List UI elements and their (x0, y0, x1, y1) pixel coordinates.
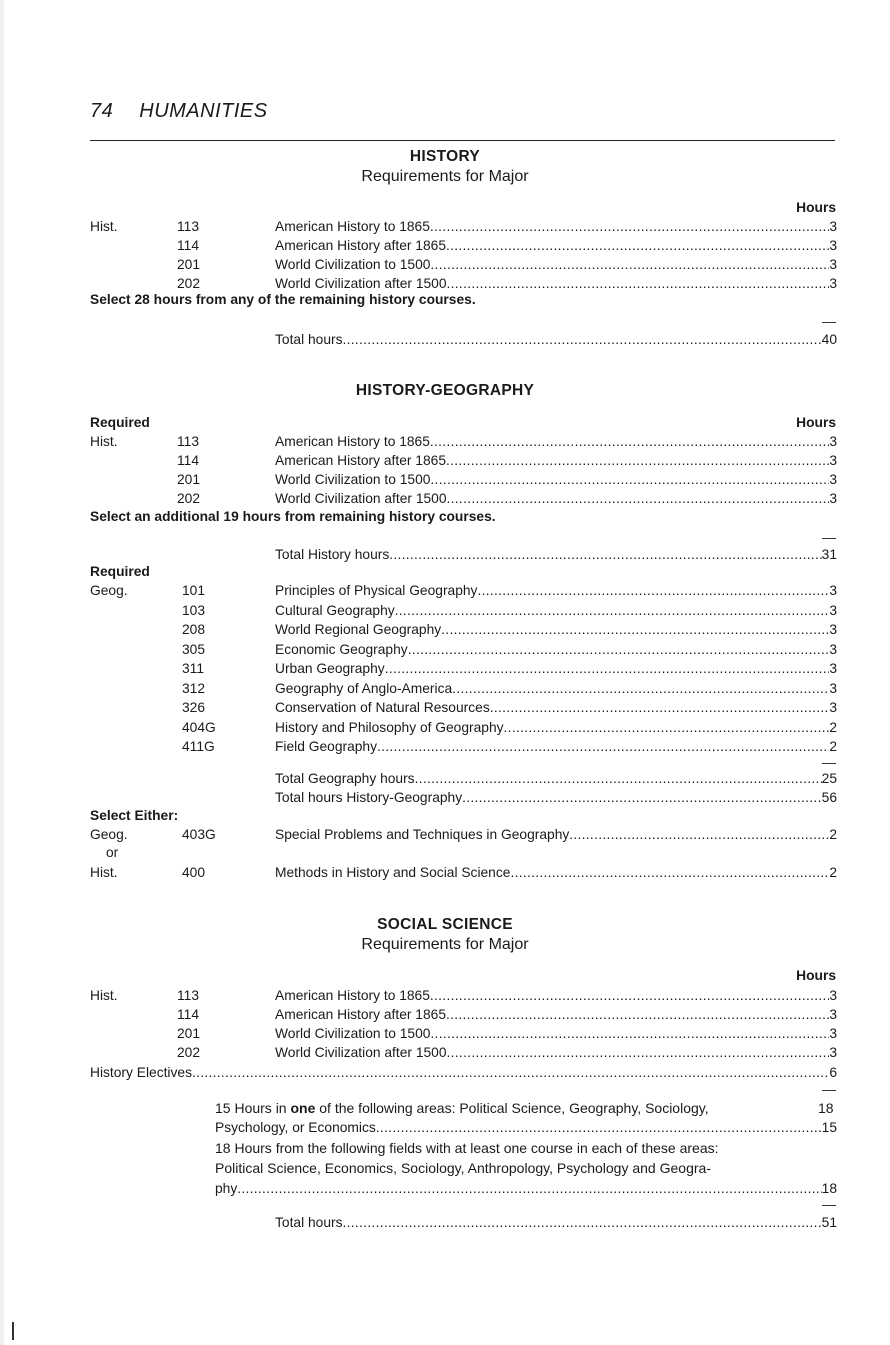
course-hours: 2 (829, 719, 837, 735)
hg-total-row (90, 789, 837, 807)
hg-either-row-1 (90, 826, 837, 844)
course-number: 202 (177, 1045, 201, 1060)
history-total-hours: 40 (821, 332, 837, 347)
course-title: Urban Geography (275, 661, 385, 676)
either-title: Special Problems and Techniques in Geography (275, 827, 570, 842)
course-number: 201 (177, 1026, 201, 1041)
either-dept: Geog. (90, 827, 128, 842)
hg-hours-label: Hours (796, 415, 836, 430)
course-hours: 3 (829, 257, 837, 272)
course-hours: 3 (829, 1026, 837, 1041)
hg-required-label: Required (90, 415, 150, 430)
ss-total-label: Total hours (275, 1215, 343, 1230)
course-hours: 3 (829, 434, 837, 449)
ss-total-rule (822, 1205, 836, 1206)
scan-edge-shade (0, 0, 4, 1345)
course-title: American History to 1865 (275, 219, 430, 234)
either-hours: 2 (829, 827, 837, 842)
ss-electives-label: History Electives (90, 1065, 192, 1080)
course-row (90, 237, 837, 255)
history-subtitle: Requirements for Major (361, 168, 529, 185)
course-row (90, 218, 837, 236)
course-row (90, 471, 837, 489)
course-number: 404G (182, 719, 216, 735)
course-row (90, 641, 837, 659)
course-title: Conservation of Natural Resources (275, 700, 490, 715)
course-hours: 3 (829, 1045, 837, 1060)
course-number: 202 (177, 276, 201, 291)
history-geography-title: HISTORY-GEOGRAPHY (355, 382, 535, 399)
course-hours: 3 (829, 453, 837, 468)
hg-either-row-2 (90, 864, 837, 882)
running-header (90, 100, 268, 123)
ss-option2-line2: Political Science, Economics, Sociology, Anthropology, Psychology and Geogra- (215, 1160, 711, 1176)
history-hours-label: Hours (796, 200, 836, 215)
course-title: World Civilization to 1500 (275, 257, 431, 272)
course-number: 311 (182, 661, 204, 676)
either-num: 400 (182, 865, 206, 880)
ss-option1-hours: 15 (821, 1120, 837, 1135)
course-row (90, 1044, 837, 1062)
dept-label: Hist. (90, 988, 118, 1003)
course-hours: 3 (829, 661, 837, 676)
course-number: 113 (177, 434, 199, 449)
course-row (90, 680, 837, 698)
running-head-title: HUMANITIES (139, 100, 268, 122)
course-title: Field Geography (275, 739, 378, 754)
course-row (90, 1006, 837, 1024)
course-row (90, 490, 837, 508)
hg-history-total-hours: 31 (821, 547, 837, 562)
course-row (90, 699, 837, 717)
either-dept: Hist. (90, 865, 118, 880)
scan-edge-mark (12, 1322, 14, 1340)
history-total-label: Total hours (275, 332, 343, 347)
course-title: History and Philosophy of Geography (275, 719, 504, 735)
course-title: World Civilization after 1500 (275, 491, 447, 506)
course-row (90, 987, 837, 1005)
hg-history-total-row (90, 546, 837, 564)
hg-history-total-label: Total History hours (275, 547, 390, 562)
ss-option2-line1: 18 Hours from the following fields with at least one course in each of these areas: (215, 1140, 719, 1156)
either-num: 403G (182, 827, 216, 842)
history-select-note: Select 28 hours from any of the remaining history courses. (90, 292, 476, 307)
course-hours: 3 (829, 1007, 837, 1022)
social-science-title: SOCIAL SCIENCE (377, 916, 513, 933)
course-row (90, 452, 837, 470)
hg-geog-total-hours: 25 (821, 771, 837, 786)
hg-geog-total-row (90, 770, 837, 788)
course-number: 201 (177, 472, 201, 487)
course-hours: 3 (829, 276, 837, 291)
course-number: 114 (177, 238, 199, 253)
ss-electives-rule (822, 1090, 836, 1091)
dept-label: Hist. (90, 219, 118, 234)
course-hours: 3 (829, 219, 837, 234)
course-number: 114 (177, 1007, 199, 1022)
course-title: Geography of Anglo-America (275, 680, 453, 696)
course-hours: 3 (829, 472, 837, 487)
course-title: American History after 1865 (275, 238, 446, 253)
ss-option2-hours: 18 (821, 1181, 837, 1196)
course-number: 326 (182, 700, 206, 715)
course-title: World Civilization after 1500 (275, 1045, 447, 1060)
course-title: American History after 1865 (275, 1007, 446, 1022)
social-science-subtitle: Requirements for Major (361, 936, 529, 953)
course-number: 202 (177, 491, 201, 506)
hg-or-label: or (106, 845, 119, 860)
course-number: 101 (182, 583, 206, 598)
course-title: American History to 1865 (275, 434, 430, 449)
ss-option2-line3: phy ..... 18 (215, 1180, 837, 1198)
course-hours: 3 (829, 622, 837, 637)
course-hours: 3 (829, 491, 837, 506)
course-hours: 3 (829, 602, 837, 618)
course-hours: 3 (829, 988, 837, 1003)
course-row (90, 275, 837, 293)
history-total-rule (822, 322, 836, 323)
ss-total-row (90, 1214, 837, 1232)
ss-option1-line2: Psychology, or Economics ..... 15 (215, 1119, 837, 1137)
course-row (90, 1025, 837, 1043)
course-hours: 3 (829, 680, 837, 696)
history-total-row (90, 331, 837, 349)
course-title: World Civilization after 1500 (275, 276, 447, 291)
ss-electives-hours: 6 (829, 1065, 837, 1080)
course-row (90, 602, 837, 620)
course-row (90, 719, 837, 737)
course-number: 103 (182, 602, 206, 618)
course-row (90, 660, 837, 678)
course-row (90, 433, 837, 451)
either-hours: 2 (829, 865, 837, 880)
dept-label: Geog. (90, 583, 128, 598)
course-row (90, 582, 837, 600)
hg-history-total-rule (822, 538, 836, 539)
ss-option1-line1: 15 Hours in one of the following areas: Political Science, Geography, Sociology, (215, 1100, 709, 1116)
hg-total-hours: 56 (821, 790, 837, 805)
course-number: 208 (182, 622, 206, 637)
course-row (90, 621, 837, 639)
course-title: American History to 1865 (275, 988, 430, 1003)
course-hours: 2 (829, 739, 837, 754)
course-number: 312 (182, 680, 206, 696)
course-title: World Civilization to 1500 (275, 1026, 431, 1041)
course-hours: 3 (829, 700, 837, 715)
course-title: Principles of Physical Geography (275, 583, 478, 598)
hg-select-either-label: Select Either: (90, 808, 179, 823)
hg-select-note: Select an additional 19 hours from remaining history courses. (90, 509, 496, 524)
ss-option1-side: 18 (818, 1100, 834, 1116)
course-row (90, 256, 837, 274)
course-hours: 3 (829, 641, 837, 657)
ss-electives-row (90, 1064, 837, 1082)
ss-hours-label: Hours (796, 968, 836, 983)
either-title: Methods in History and Social Science (275, 865, 511, 880)
dept-label: Hist. (90, 434, 118, 449)
course-title: World Regional Geography (275, 622, 442, 637)
course-number: 113 (177, 988, 199, 1003)
course-number: 411G (182, 739, 215, 754)
course-number: 114 (177, 453, 199, 468)
ss-total-hours: 51 (821, 1215, 837, 1230)
course-number: 201 (177, 257, 201, 272)
course-hours: 3 (829, 238, 837, 253)
course-title: World Civilization to 1500 (275, 472, 431, 487)
course-title: Economic Geography (275, 641, 408, 657)
header-rule (90, 140, 835, 141)
hg-total-label: Total hours History-Geography (275, 790, 463, 805)
course-title: Cultural Geography (275, 602, 395, 618)
history-title: HISTORY (409, 148, 481, 165)
course-number: 305 (182, 641, 206, 657)
page-number: 74 (90, 100, 114, 122)
hg-geog-total-rule (822, 763, 836, 764)
hg-required2-label: Required (90, 564, 150, 579)
course-hours: 3 (829, 583, 837, 598)
course-row (90, 738, 837, 756)
course-title: American History after 1865 (275, 453, 446, 468)
hg-geog-total-label: Total Geography hours (275, 771, 415, 786)
course-number: 113 (177, 219, 199, 234)
